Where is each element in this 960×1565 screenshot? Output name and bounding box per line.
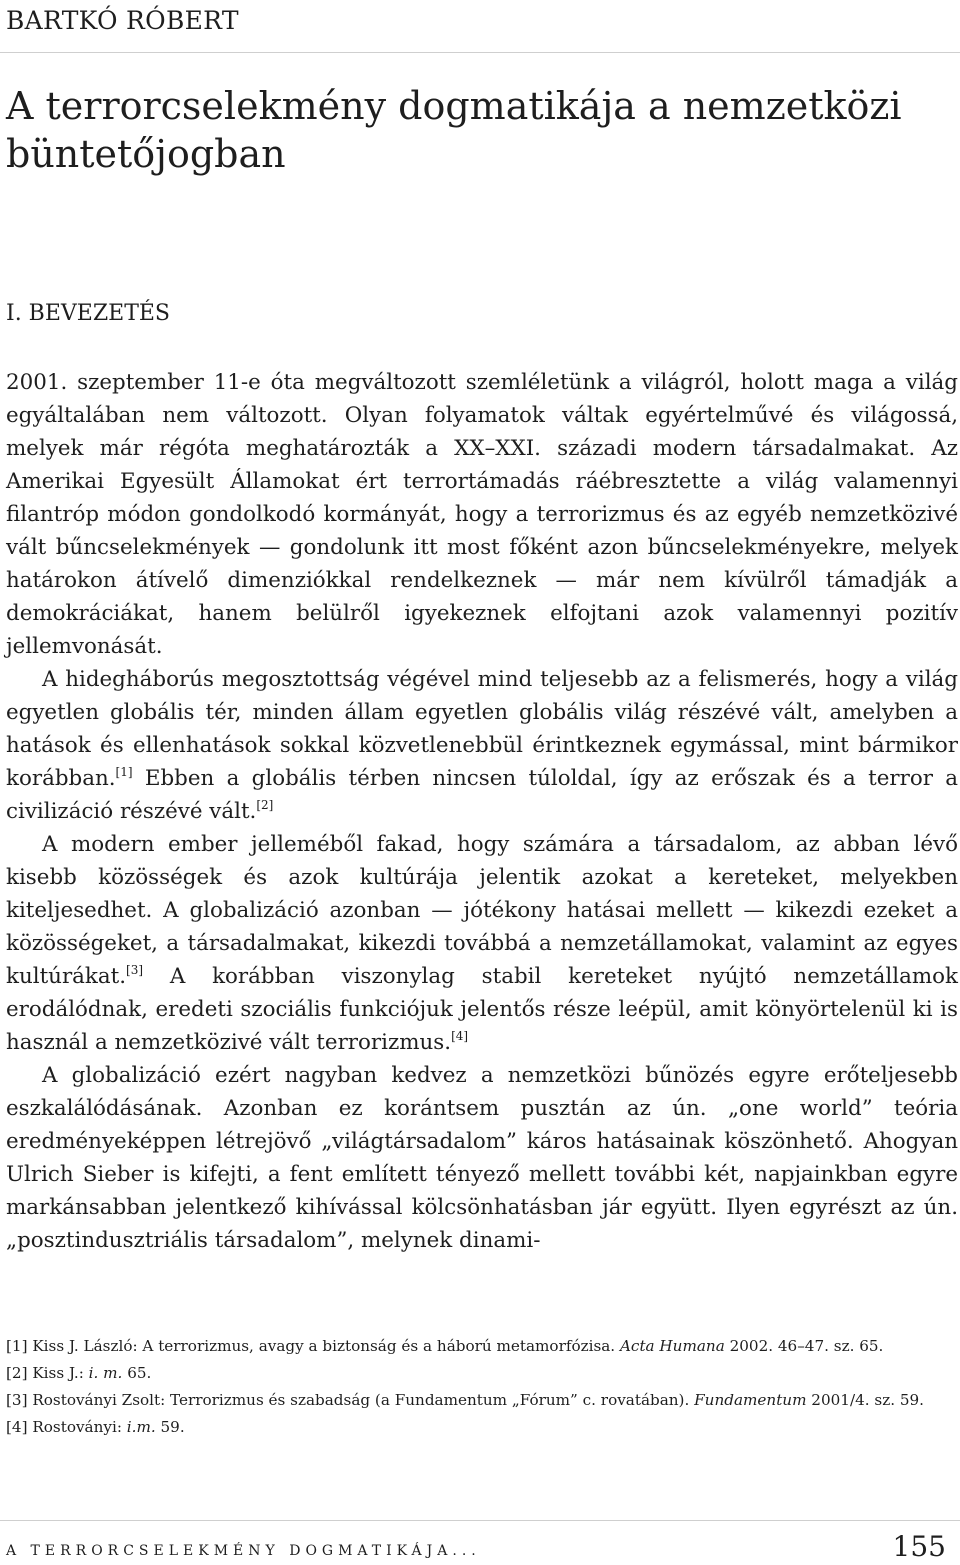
paragraph-3-text-2: A korábban viszonylag stabil kereteket nyújtó nemzetállamok erodálódnak, eredeti szociális funkciójuk jelentős része leépül, amit könyörtelenül ki is használ a nemzetközivé vált terrorizmus.: [6, 964, 958, 1055]
footnote-2-tail: 65.: [122, 1364, 152, 1382]
page-number: 155: [892, 1530, 946, 1563]
footnote-2-italic: i. m.: [88, 1364, 123, 1382]
paragraph-1: [6, 366, 958, 663]
footer-divider: [0, 1520, 960, 1521]
footnote-4-text: [4] Rostoványi:: [6, 1418, 127, 1436]
body-text: [6, 366, 958, 1257]
paragraph-3-text-1: A modern ember jelleméből fakad, hogy számára a társadalom, az abban lévő kisebb közösségek és azok kultúrája jelentik azokat a kereteket, melyekben kiteljesedhet. A globalizáció azonban — jótékony hatásai mellett — kikezdi ezeket a közösségeket, a társadalmakat, kikezdi továbbá a nemzetállamokat, valamint az egyes kultúrákat.: [6, 832, 958, 989]
title-line-1: A terrorcselekmény dogmatikája a nemzetközi: [6, 84, 902, 128]
footnote-3-tail: 2001/4. sz. 59.: [806, 1391, 925, 1409]
header-divider: [0, 52, 960, 53]
footnote-4-italic: i.m.: [126, 1418, 156, 1436]
paragraph-2-text-1: A hidegháborús megosztottság végével mind teljesebb az a felismerés, hogy a világ egyetlen globális tér, minden állam egyetlen globális világ részévé vált, amelyben a hatások és ellenhatások sokkal közvetlenebbül érintkeznek egymással, mint bármikor korábban.: [6, 667, 958, 791]
footnote-3-text: [3] Rostoványi Zsolt: Terrorizmus és szabadság (a Fundamentum „Fórum” c. rovatában).: [6, 1391, 695, 1409]
paragraph-4-text: A globalizáció ezért nagyban kedvez a nemzetközi bűnözés egyre erőteljesebb eszkalálódásának. Azonban ez korántsem pusztán az ún. „one world” teória eredményeképpen létrejövő „világtársadalom” káros hatásainak köszönhető. Ahogyan Ulrich Sieber is kifejti, a fent említett tényező mellett további két, napjainkban egyre markánsabban jelentkező kihívással kölcsönhatásban jár együtt. Ilyen egyrészt az ún. „posztindusztriális társadalom”, melynek dinami-: [6, 1063, 958, 1253]
footnote-2: [6, 1360, 958, 1387]
footnote-1-italic: Acta Humana: [619, 1337, 725, 1355]
running-title: A TERRORCSELEKMÉNY DOGMATIKÁJA...: [6, 1543, 481, 1559]
footnote-1-text: [1] Kiss J. László: A terrorizmus, avagy a biztonság és a háború metamorfózisa.: [6, 1337, 620, 1355]
paragraph-2-text-2: Ebben a globális térben nincsen túloldal, így az erőszak és a terror a civilizáció részévé vált.: [6, 766, 958, 824]
author-name: BARTKÓ RÓBERT: [6, 6, 239, 35]
footnote-1: [6, 1333, 958, 1360]
footnote-ref-2[interactable]: [2]: [256, 798, 274, 812]
paragraph-3: [6, 828, 958, 1059]
footnote-3: [6, 1387, 958, 1414]
footnote-ref-3[interactable]: [3]: [126, 963, 144, 977]
footnote-4-tail: 59.: [155, 1418, 185, 1436]
footnote-ref-1[interactable]: [1]: [115, 765, 133, 779]
footnote-ref-4[interactable]: [4]: [451, 1029, 469, 1043]
paragraph-2: [6, 663, 958, 828]
footnote-4: [6, 1414, 958, 1441]
footnote-3-italic: Fundamentum: [694, 1391, 807, 1409]
title-line-2: büntetőjogban: [6, 132, 286, 176]
footnotes: [6, 1333, 958, 1441]
paragraph-1-part-2: Az Amerikai Egyesült Államokat ért terrortámadás ráébresztette a világ valamennyi filantróp módon gondolkodó kormányát, hogy a terrorizmus és az egyéb nemzetközivé vált bűncselekmények — gondolunk itt most főként azon bűncselekményekre, melyek határokon átívelő dimenziókkal rendelkeznek — már nem kívülről támadják a demokráciákat, hanem belülről igyekeznek elfojtani azok valamennyi pozitív jellemvonását.: [6, 436, 958, 659]
footnote-1-tail: 2002. 46–47. sz. 65.: [724, 1337, 884, 1355]
paragraph-4: [6, 1059, 958, 1257]
section-heading: I. BEVEZETÉS: [6, 301, 171, 326]
footnote-2-text: [2] Kiss J.:: [6, 1364, 89, 1382]
paragraph-1-part-1: 2001. szeptember 11-e óta megváltozott szemléletünk a világról, holott maga a világ egyáltalában nem változott. Olyan folyamatok váltak egyértelművé és világossá, melyek már régóta meghatározták a XX–XXI. századi modern társadalmakat.: [6, 370, 958, 461]
article-title: [6, 82, 946, 178]
